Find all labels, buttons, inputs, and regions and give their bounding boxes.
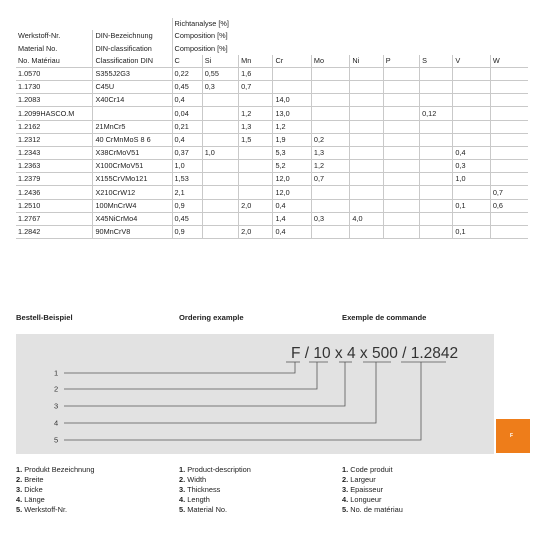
composition-cell	[202, 160, 238, 173]
composition-cell	[453, 120, 490, 133]
composition-cell: 0,4	[273, 199, 311, 212]
composition-cell	[383, 199, 419, 212]
composition-cell	[383, 80, 419, 93]
composition-cell: 1,53	[172, 173, 202, 186]
line-number: 4	[54, 418, 59, 428]
composition-cell	[420, 146, 453, 159]
composition-cell: 1,5	[239, 133, 273, 146]
table-row	[16, 120, 528, 133]
legend-en	[179, 465, 251, 515]
line-number: 1	[54, 368, 59, 378]
legend-text: Breite	[24, 475, 44, 484]
composition-cell: 0,3	[453, 160, 490, 173]
composition-cell: 0,9	[172, 199, 202, 212]
din-designation-cell: 21MnCr5	[93, 120, 172, 133]
composition-cell	[420, 94, 453, 107]
composition-cell	[350, 186, 383, 199]
composition-cell: 1,0	[172, 160, 202, 173]
composition-cell	[239, 173, 273, 186]
legend-number: 1.	[342, 465, 349, 474]
legend-number: 1.	[179, 465, 186, 474]
material-number-cell: 1.2510	[16, 199, 93, 212]
composition-cell	[490, 133, 528, 146]
element-header: C	[172, 55, 202, 68]
din-designation-cell: X40Cr14	[93, 94, 172, 107]
composition-cell	[239, 186, 273, 199]
composition-cell	[202, 94, 238, 107]
ordering-label-fr: Exemple de commande	[342, 313, 427, 322]
legend-item	[16, 465, 95, 475]
composition-cell: 1,6	[239, 67, 273, 80]
legend-text: Material No.	[187, 505, 228, 514]
composition-cell	[383, 173, 419, 186]
din-designation-cell: X38CrMoV51	[93, 146, 172, 159]
composition-cell	[490, 173, 528, 186]
element-header: Mo	[311, 55, 349, 68]
din-designation-cell: 90MnCrV8	[93, 226, 172, 239]
composition-cell: 0,04	[172, 107, 202, 120]
composition-cell	[383, 146, 419, 159]
composition-cell	[420, 186, 453, 199]
din-designation-cell: X155CrVMo121	[93, 173, 172, 186]
composition-cell: 0,9	[172, 226, 202, 239]
legend-text: Code produit	[350, 465, 393, 474]
legend-text: Width	[187, 475, 207, 484]
line-number: 5	[54, 435, 59, 445]
legend-text: Werkstoff-Nr.	[24, 505, 68, 514]
composition-cell: 1,3	[239, 120, 273, 133]
composition-cell: 0,1	[453, 199, 490, 212]
legend-text: Length	[187, 495, 210, 504]
composition-cell: 1,2	[273, 120, 311, 133]
composition-cell	[311, 80, 349, 93]
din-header-de: DIN-Bezeichnung	[93, 30, 172, 42]
ordering-label-de: Bestell-Beispiel	[16, 313, 73, 322]
ordering-diagram	[16, 334, 494, 454]
composition-cell	[453, 67, 490, 80]
composition-cell	[383, 107, 419, 120]
composition-cell: 2,0	[239, 226, 273, 239]
composition-cell	[420, 160, 453, 173]
connector-line	[64, 362, 421, 440]
legend-item	[179, 505, 251, 515]
legend-item	[342, 485, 403, 495]
table-row	[16, 80, 528, 93]
legend-number: 2.	[342, 475, 349, 484]
material-number-cell: 1.2343	[16, 146, 93, 159]
composition-cell	[420, 80, 453, 93]
composition-cell	[490, 212, 528, 225]
composition-cell	[350, 67, 383, 80]
section-tab-marker	[496, 419, 530, 453]
composition-cell	[311, 67, 349, 80]
composition-cell	[202, 199, 238, 212]
material-number-cell: 1.2436	[16, 186, 93, 199]
legend-number: 1.	[16, 465, 23, 474]
header-row-4	[16, 55, 528, 68]
legend-item	[179, 465, 251, 475]
composition-cell	[273, 67, 311, 80]
header-row-3	[16, 42, 528, 54]
composition-cell	[311, 107, 349, 120]
legend-number: 3.	[179, 485, 186, 494]
composition-cell	[273, 80, 311, 93]
din-designation-cell: X45NiCrMo4	[93, 212, 172, 225]
composition-cell	[490, 146, 528, 159]
ordering-example-panel	[16, 334, 494, 454]
composition-cell	[453, 94, 490, 107]
composition-cell: 0,4	[273, 226, 311, 239]
composition-cell	[350, 199, 383, 212]
composition-cell	[420, 199, 453, 212]
connector-line	[64, 362, 295, 373]
legend-item	[179, 485, 251, 495]
composition-cell: 0,7	[311, 173, 349, 186]
composition-cell	[239, 146, 273, 159]
legend-text: Largeur	[350, 475, 376, 484]
composition-cell	[420, 133, 453, 146]
din-designation-cell: 100MnCrW4	[93, 199, 172, 212]
composition-cell: 0,21	[172, 120, 202, 133]
analysis-header-de: Richtanalyse [%]	[172, 18, 528, 30]
legend-fr	[342, 465, 403, 515]
ordering-label-en: Ordering example	[179, 313, 244, 322]
composition-cell	[202, 226, 238, 239]
composition-cell	[383, 67, 419, 80]
composition-cell	[490, 160, 528, 173]
composition-cell: 12,0	[273, 186, 311, 199]
table-body	[16, 67, 528, 238]
legend-item	[179, 495, 251, 505]
table-row	[16, 160, 528, 173]
din-designation-cell: 40 CrMnMoS 8 6	[93, 133, 172, 146]
legend-item	[342, 505, 403, 515]
legend-de	[16, 465, 95, 515]
composition-cell: 14,0	[273, 94, 311, 107]
composition-cell	[420, 120, 453, 133]
composition-cell	[383, 186, 419, 199]
composition-cell: 4,0	[350, 212, 383, 225]
legend-text: Thickness	[187, 485, 221, 494]
element-header: P	[383, 55, 419, 68]
legend-number: 5.	[16, 505, 23, 514]
legend-item	[16, 495, 95, 505]
legend-item	[16, 505, 95, 515]
material-nr-header-de: Werkstoff-Nr.	[18, 31, 61, 41]
material-number-cell: 1.2842	[16, 226, 93, 239]
composition-cell	[239, 94, 273, 107]
composition-cell	[350, 107, 383, 120]
legend-item	[16, 485, 95, 495]
table-row	[16, 173, 528, 186]
table-row	[16, 67, 528, 80]
composition-cell	[420, 212, 453, 225]
legend-number: 4.	[342, 495, 349, 504]
material-nr-header-en: Material No.	[18, 43, 58, 53]
element-header: S	[420, 55, 453, 68]
composition-cell: 0,4	[172, 133, 202, 146]
composition-cell: 0,45	[172, 212, 202, 225]
din-header-en: DIN-classification	[93, 42, 172, 54]
composition-cell: 0,22	[172, 67, 202, 80]
composition-cell	[202, 120, 238, 133]
composition-cell	[490, 120, 528, 133]
table-row	[16, 146, 528, 159]
din-designation-cell: C45U	[93, 80, 172, 93]
composition-cell	[453, 133, 490, 146]
table-row	[16, 199, 528, 212]
composition-cell	[420, 67, 453, 80]
composition-cell	[202, 133, 238, 146]
composition-cell: 2,0	[239, 199, 273, 212]
composition-cell: 1,0	[202, 146, 238, 159]
legend-text: Länge	[24, 495, 45, 504]
table-row	[16, 94, 528, 107]
composition-cell	[202, 186, 238, 199]
composition-cell	[350, 160, 383, 173]
composition-cell: 0,1	[453, 226, 490, 239]
composition-cell	[383, 120, 419, 133]
composition-cell: 0,3	[311, 212, 349, 225]
composition-cell	[383, 212, 419, 225]
legend-text: Product-description	[187, 465, 251, 474]
analysis-header-fr: Composition [%]	[172, 42, 528, 54]
element-header: Ni	[350, 55, 383, 68]
legend-number: 2.	[179, 475, 186, 484]
legend-number: 3.	[342, 485, 349, 494]
composition-cell	[383, 133, 419, 146]
composition-cell: 13,0	[273, 107, 311, 120]
composition-cell: 1,2	[311, 160, 349, 173]
header-row-2	[16, 30, 528, 42]
composition-cell: 0,55	[202, 67, 238, 80]
material-number-cell: 1.2363	[16, 160, 93, 173]
composition-cell	[350, 120, 383, 133]
composition-cell	[453, 186, 490, 199]
element-header: Cr	[273, 55, 311, 68]
composition-cell: 0,2	[311, 133, 349, 146]
material-number-cell: 1.0570	[16, 67, 93, 80]
legend-number: 5.	[342, 505, 349, 514]
din-header-fr: Classification DIN	[93, 55, 172, 68]
composition-cell	[420, 226, 453, 239]
composition-cell: 0,7	[490, 186, 528, 199]
material-nr-header-fr: No. Matériau	[16, 55, 93, 68]
composition-cell	[383, 94, 419, 107]
tab-marker-label: F	[510, 433, 514, 439]
composition-cell: 5,2	[273, 160, 311, 173]
element-header: Si	[202, 55, 238, 68]
connector-lines	[64, 362, 446, 440]
composition-cell: 1,0	[453, 173, 490, 186]
composition-cell: 0,6	[490, 199, 528, 212]
legend-number: 3.	[16, 485, 23, 494]
header-row-1	[16, 18, 528, 30]
legend-item	[342, 495, 403, 505]
legend-item	[179, 475, 251, 485]
element-header: W	[490, 55, 528, 68]
composition-cell	[350, 94, 383, 107]
legend-number: 4.	[16, 495, 23, 504]
composition-cell	[453, 212, 490, 225]
material-number-cell: 1.2083	[16, 94, 93, 107]
composition-cell: 0,37	[172, 146, 202, 159]
composition-cell: 12,0	[273, 173, 311, 186]
composition-cell	[311, 94, 349, 107]
legend-number: 5.	[179, 505, 186, 514]
material-number-cell: 1.1730	[16, 80, 93, 93]
composition-cell	[239, 160, 273, 173]
composition-cell: 0,3	[202, 80, 238, 93]
composition-cell	[311, 199, 349, 212]
legend-item	[342, 465, 403, 475]
table-row	[16, 133, 528, 146]
composition-cell: 0,12	[420, 107, 453, 120]
connector-line	[64, 362, 376, 423]
composition-cell	[383, 160, 419, 173]
composition-cell	[490, 226, 528, 239]
composition-cell: 1,2	[239, 107, 273, 120]
material-number-cell: 1.2312	[16, 133, 93, 146]
order-code: F / 10 x 4 x 500 / 1.2842	[291, 345, 459, 362]
composition-cell: 1,4	[273, 212, 311, 225]
composition-cell: 1,3	[311, 146, 349, 159]
material-number-cell: 1.2379	[16, 173, 93, 186]
composition-cell	[350, 80, 383, 93]
composition-cell	[202, 173, 238, 186]
composition-cell	[311, 226, 349, 239]
din-designation-cell: X100CrMoV51	[93, 160, 172, 173]
composition-cell	[202, 212, 238, 225]
legend-item	[342, 475, 403, 485]
legend-text: Epaisseur	[350, 485, 384, 494]
legend-text: Produkt Bezeichnung	[24, 465, 95, 474]
element-header: Mn	[239, 55, 273, 68]
legend-number: 2.	[16, 475, 23, 484]
line-numbers	[54, 369, 58, 445]
composition-cell	[350, 146, 383, 159]
composition-cell	[453, 80, 490, 93]
composition-cell	[383, 226, 419, 239]
connector-line	[64, 362, 317, 389]
analysis-header-en: Composition [%]	[172, 30, 528, 42]
composition-cell: 5,3	[273, 146, 311, 159]
din-designation-cell: S355J2G3	[93, 67, 172, 80]
composition-cell: 0,45	[172, 80, 202, 93]
line-number: 2	[54, 384, 59, 394]
material-number-cell: 1.2767	[16, 212, 93, 225]
legend-item	[16, 475, 95, 485]
composition-cell	[453, 107, 490, 120]
composition-cell: 0,4	[172, 94, 202, 107]
composition-cell	[420, 173, 453, 186]
table-row	[16, 226, 528, 239]
material-number-cell: 1.2099HASCO.M	[16, 107, 93, 120]
legend-text: No. de matériau	[350, 505, 403, 514]
composition-cell: 1,9	[273, 133, 311, 146]
composition-cell	[311, 120, 349, 133]
composition-cell	[350, 173, 383, 186]
composition-cell	[350, 226, 383, 239]
material-number-cell: 1.2162	[16, 120, 93, 133]
din-designation-cell	[93, 107, 172, 120]
composition-cell	[490, 107, 528, 120]
composition-cell	[490, 94, 528, 107]
composition-cell	[311, 186, 349, 199]
table-row	[16, 212, 528, 225]
line-number: 3	[54, 401, 59, 411]
composition-cell: 2,1	[172, 186, 202, 199]
element-header: V	[453, 55, 490, 68]
composition-cell: 0,7	[239, 80, 273, 93]
table-row	[16, 107, 528, 120]
legend-number: 4.	[179, 495, 186, 504]
composition-cell	[239, 212, 273, 225]
legend-text: Dicke	[24, 485, 43, 494]
material-composition-table	[16, 18, 528, 239]
composition-cell	[490, 80, 528, 93]
table-row	[16, 186, 528, 199]
connector-line	[64, 362, 345, 406]
din-designation-cell: X210CrW12	[93, 186, 172, 199]
composition-cell	[202, 107, 238, 120]
composition-cell: 0,4	[453, 146, 490, 159]
composition-cell	[490, 67, 528, 80]
composition-cell	[350, 133, 383, 146]
legend-text: Longueur	[350, 495, 382, 504]
